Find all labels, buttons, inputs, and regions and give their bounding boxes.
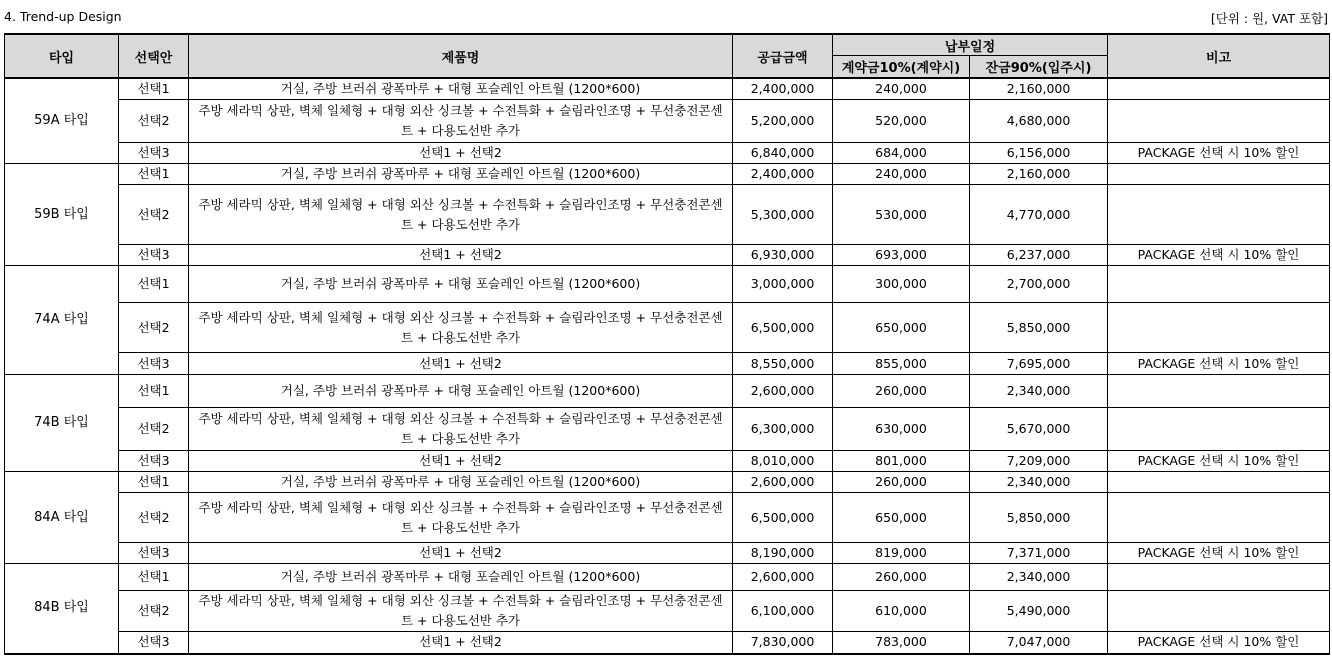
table-row bbox=[5, 266, 1330, 303]
type-cell: 84B 타입 bbox=[5, 564, 119, 654]
supply-cell: 7,830,000 bbox=[733, 632, 833, 654]
balance-cell: 7,695,000 bbox=[970, 353, 1108, 375]
deposit-cell: 855,000 bbox=[833, 353, 970, 375]
balance-cell: 5,850,000 bbox=[970, 303, 1108, 353]
balance-cell: 7,371,000 bbox=[970, 543, 1108, 564]
supply-cell: 6,500,000 bbox=[733, 303, 833, 353]
note-cell bbox=[1108, 303, 1330, 353]
product-cell: 선택1 + 선택2 bbox=[189, 632, 733, 654]
balance-cell: 7,209,000 bbox=[970, 451, 1108, 472]
table-row bbox=[5, 303, 1330, 353]
option-cell: 선택1 bbox=[119, 564, 189, 591]
supply-cell: 2,600,000 bbox=[733, 564, 833, 591]
supply-cell: 8,010,000 bbox=[733, 451, 833, 472]
note-cell: PACKAGE 선택 시 10% 할인 bbox=[1108, 451, 1330, 472]
supply-cell: 6,930,000 bbox=[733, 245, 833, 266]
title-row bbox=[0, 0, 1332, 33]
option-cell: 선택2 bbox=[119, 185, 189, 245]
table-header bbox=[5, 34, 1330, 78]
balance-cell: 6,156,000 bbox=[970, 143, 1108, 164]
product-cell: 거실, 주방 브러쉬 광폭마루 + 대형 포슬레인 아트월 (1200*600) bbox=[189, 472, 733, 493]
header-deposit: 계약금10%(계약시) bbox=[833, 56, 970, 79]
balance-cell: 2,160,000 bbox=[970, 164, 1108, 185]
note-cell bbox=[1108, 408, 1330, 451]
option-cell: 선택3 bbox=[119, 451, 189, 472]
note-cell bbox=[1108, 185, 1330, 245]
deposit-cell: 530,000 bbox=[833, 185, 970, 245]
product-cell: 선택1 + 선택2 bbox=[189, 143, 733, 164]
balance-cell: 5,850,000 bbox=[970, 493, 1108, 543]
balance-cell: 5,490,000 bbox=[970, 591, 1108, 632]
product-cell: 거실, 주방 브러쉬 광폭마루 + 대형 포슬레인 아트월 (1200*600) bbox=[189, 375, 733, 408]
note-cell bbox=[1108, 591, 1330, 632]
supply-cell: 6,840,000 bbox=[733, 143, 833, 164]
note-cell bbox=[1108, 78, 1330, 100]
supply-cell: 5,300,000 bbox=[733, 185, 833, 245]
option-cell: 선택3 bbox=[119, 143, 189, 164]
table-row bbox=[5, 564, 1330, 591]
header-type: 타입 bbox=[5, 34, 119, 78]
note-cell: PACKAGE 선택 시 10% 할인 bbox=[1108, 245, 1330, 266]
balance-cell: 2,340,000 bbox=[970, 375, 1108, 408]
option-cell: 선택1 bbox=[119, 266, 189, 303]
product-cell: 주방 세라믹 상판, 벽체 일체형 + 대형 외산 싱크볼 + 수전특화 + 슬림라인조명 + 무선충전콘센트 + 다용도선반 추가 bbox=[189, 408, 733, 451]
product-cell: 거실, 주방 브러쉬 광폭마루 + 대형 포슬레인 아트월 (1200*600) bbox=[189, 78, 733, 100]
table-row bbox=[5, 100, 1330, 143]
product-cell: 주방 세라믹 상판, 벽체 일체형 + 대형 외산 싱크볼 + 수전특화 + 슬림라인조명 + 무선충전콘센트 + 다용도선반 추가 bbox=[189, 493, 733, 543]
type-group bbox=[5, 375, 1330, 472]
supply-cell: 2,400,000 bbox=[733, 78, 833, 100]
balance-cell: 5,670,000 bbox=[970, 408, 1108, 451]
note-cell: PACKAGE 선택 시 10% 할인 bbox=[1108, 143, 1330, 164]
table-row bbox=[5, 408, 1330, 451]
product-cell: 선택1 + 선택2 bbox=[189, 451, 733, 472]
supply-cell: 6,500,000 bbox=[733, 493, 833, 543]
deposit-cell: 630,000 bbox=[833, 408, 970, 451]
document-title: 4. Trend-up Design bbox=[4, 9, 122, 24]
balance-cell: 2,340,000 bbox=[970, 564, 1108, 591]
option-cell: 선택2 bbox=[119, 493, 189, 543]
balance-cell: 2,160,000 bbox=[970, 78, 1108, 100]
header-product: 제품명 bbox=[189, 34, 733, 78]
header-payment-schedule: 납부일정 bbox=[833, 34, 1108, 56]
price-table bbox=[4, 33, 1330, 655]
option-cell: 선택2 bbox=[119, 408, 189, 451]
option-cell: 선택3 bbox=[119, 543, 189, 564]
type-group bbox=[5, 266, 1330, 375]
deposit-cell: 260,000 bbox=[833, 472, 970, 493]
table-row bbox=[5, 245, 1330, 266]
product-cell: 주방 세라믹 상판, 벽체 일체형 + 대형 외산 싱크볼 + 수전특화 + 슬림라인조명 + 무선충전콘센트 + 다용도선반 추가 bbox=[189, 100, 733, 143]
deposit-cell: 260,000 bbox=[833, 375, 970, 408]
product-cell: 주방 세라믹 상판, 벽체 일체형 + 대형 외산 싱크볼 + 수전특화 + 슬림라인조명 + 무선충전콘센트 + 다용도선반 추가 bbox=[189, 185, 733, 245]
option-cell: 선택2 bbox=[119, 591, 189, 632]
type-group bbox=[5, 472, 1330, 564]
table-row bbox=[5, 78, 1330, 100]
table-row bbox=[5, 164, 1330, 185]
product-cell: 거실, 주방 브러쉬 광폭마루 + 대형 포슬레인 아트월 (1200*600) bbox=[189, 266, 733, 303]
type-cell: 59B 타입 bbox=[5, 164, 119, 266]
deposit-cell: 260,000 bbox=[833, 564, 970, 591]
product-cell: 주방 세라믹 상판, 벽체 일체형 + 대형 외산 싱크볼 + 수전특화 + 슬림라인조명 + 무선충전콘센트 + 다용도선반 추가 bbox=[189, 303, 733, 353]
deposit-cell: 520,000 bbox=[833, 100, 970, 143]
table-row bbox=[5, 543, 1330, 564]
supply-cell: 5,200,000 bbox=[733, 100, 833, 143]
header-option: 선택안 bbox=[119, 34, 189, 78]
note-cell: PACKAGE 선택 시 10% 할인 bbox=[1108, 543, 1330, 564]
product-cell: 주방 세라믹 상판, 벽체 일체형 + 대형 외산 싱크볼 + 수전특화 + 슬림라인조명 + 무선충전콘센트 + 다용도선반 추가 bbox=[189, 591, 733, 632]
deposit-cell: 240,000 bbox=[833, 78, 970, 100]
table-row bbox=[5, 143, 1330, 164]
product-cell: 선택1 + 선택2 bbox=[189, 543, 733, 564]
balance-cell: 6,237,000 bbox=[970, 245, 1108, 266]
note-cell bbox=[1108, 472, 1330, 493]
table-row bbox=[5, 591, 1330, 632]
note-cell bbox=[1108, 493, 1330, 543]
option-cell: 선택1 bbox=[119, 164, 189, 185]
note-cell bbox=[1108, 164, 1330, 185]
type-cell: 74B 타입 bbox=[5, 375, 119, 472]
supply-cell: 6,100,000 bbox=[733, 591, 833, 632]
deposit-cell: 684,000 bbox=[833, 143, 970, 164]
table-row bbox=[5, 353, 1330, 375]
type-group bbox=[5, 564, 1330, 654]
option-cell: 선택1 bbox=[119, 375, 189, 408]
option-cell: 선택2 bbox=[119, 100, 189, 143]
option-cell: 선택3 bbox=[119, 245, 189, 266]
supply-cell: 3,000,000 bbox=[733, 266, 833, 303]
option-cell: 선택3 bbox=[119, 353, 189, 375]
deposit-cell: 819,000 bbox=[833, 543, 970, 564]
type-cell: 74A 타입 bbox=[5, 266, 119, 375]
balance-cell: 4,680,000 bbox=[970, 100, 1108, 143]
supply-cell: 8,190,000 bbox=[733, 543, 833, 564]
balance-cell: 2,340,000 bbox=[970, 472, 1108, 493]
deposit-cell: 300,000 bbox=[833, 266, 970, 303]
header-supply: 공급금액 bbox=[733, 34, 833, 78]
deposit-cell: 240,000 bbox=[833, 164, 970, 185]
product-cell: 거실, 주방 브러쉬 광폭마루 + 대형 포슬레인 아트월 (1200*600) bbox=[189, 564, 733, 591]
note-cell bbox=[1108, 375, 1330, 408]
header-balance: 잔금90%(입주시) bbox=[970, 56, 1108, 79]
balance-cell: 7,047,000 bbox=[970, 632, 1108, 654]
type-group bbox=[5, 78, 1330, 164]
header-note: 비고 bbox=[1108, 34, 1330, 78]
option-cell: 선택1 bbox=[119, 472, 189, 493]
note-cell bbox=[1108, 100, 1330, 143]
option-cell: 선택3 bbox=[119, 632, 189, 654]
supply-cell: 2,400,000 bbox=[733, 164, 833, 185]
supply-cell: 6,300,000 bbox=[733, 408, 833, 451]
type-cell: 59A 타입 bbox=[5, 78, 119, 164]
table-row bbox=[5, 472, 1330, 493]
product-cell: 선택1 + 선택2 bbox=[189, 245, 733, 266]
balance-cell: 4,770,000 bbox=[970, 185, 1108, 245]
deposit-cell: 610,000 bbox=[833, 591, 970, 632]
unit-note: [단위 : 원, VAT 포함] bbox=[1210, 11, 1328, 26]
product-cell: 거실, 주방 브러쉬 광폭마루 + 대형 포슬레인 아트월 (1200*600) bbox=[189, 164, 733, 185]
deposit-cell: 650,000 bbox=[833, 303, 970, 353]
deposit-cell: 650,000 bbox=[833, 493, 970, 543]
type-group bbox=[5, 164, 1330, 266]
table-row bbox=[5, 451, 1330, 472]
supply-cell: 2,600,000 bbox=[733, 472, 833, 493]
table-row bbox=[5, 632, 1330, 654]
note-cell bbox=[1108, 564, 1330, 591]
option-cell: 선택1 bbox=[119, 78, 189, 100]
balance-cell: 2,700,000 bbox=[970, 266, 1108, 303]
table-row bbox=[5, 375, 1330, 408]
type-cell: 84A 타입 bbox=[5, 472, 119, 564]
option-cell: 선택2 bbox=[119, 303, 189, 353]
note-cell bbox=[1108, 266, 1330, 303]
table-row bbox=[5, 493, 1330, 543]
deposit-cell: 783,000 bbox=[833, 632, 970, 654]
table-row bbox=[5, 185, 1330, 245]
supply-cell: 2,600,000 bbox=[733, 375, 833, 408]
note-cell: PACKAGE 선택 시 10% 할인 bbox=[1108, 353, 1330, 375]
deposit-cell: 693,000 bbox=[833, 245, 970, 266]
supply-cell: 8,550,000 bbox=[733, 353, 833, 375]
note-cell: PACKAGE 선택 시 10% 할인 bbox=[1108, 632, 1330, 654]
product-cell: 선택1 + 선택2 bbox=[189, 353, 733, 375]
deposit-cell: 801,000 bbox=[833, 451, 970, 472]
